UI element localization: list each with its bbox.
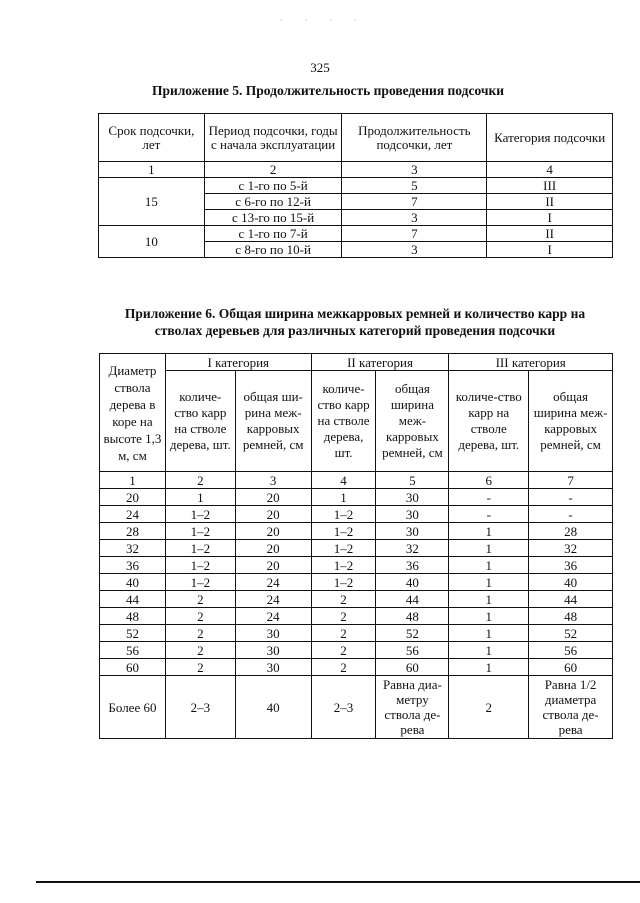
cat3-width-cell: 60 — [529, 659, 613, 676]
cat2-width-cell: 40 — [376, 574, 449, 591]
cat2-count-cell: 1 — [311, 489, 376, 506]
cat3-count-cell: 1 — [449, 625, 529, 642]
sub-header: общая ширина меж-карровых ремней, см — [529, 371, 613, 472]
cat1-width-cell: 40 — [235, 676, 311, 739]
cat3-width-cell: 28 — [529, 523, 613, 540]
period-cell: с 1-го по 7-й — [204, 226, 342, 242]
duration-cell: 3 — [342, 210, 487, 226]
cat2-width-cell: 56 — [376, 642, 449, 659]
table-header-row — [99, 114, 613, 162]
cat2-count-cell: 1–2 — [311, 557, 376, 574]
table-row — [100, 523, 613, 540]
cat1-count-cell: 1–2 — [165, 523, 235, 540]
cat2-count-cell: 2 — [311, 642, 376, 659]
cat3-width-cell: 52 — [529, 625, 613, 642]
cat3-count-cell: - — [449, 506, 529, 523]
table-row — [100, 659, 613, 676]
bottom-rule — [36, 881, 640, 883]
header-cell: Продолжительность подсочки, лет — [342, 114, 487, 162]
cat1-count-cell: 2 — [165, 608, 235, 625]
column-number: 7 — [529, 472, 613, 489]
sub-header-row — [100, 371, 613, 472]
diameter-cell: 28 — [100, 523, 166, 540]
category-cell: II — [487, 194, 613, 210]
cat3-count-cell: 2 — [449, 676, 529, 739]
category-header: II категория — [311, 354, 449, 371]
category-cell: III — [487, 178, 613, 194]
duration-cell: 7 — [342, 194, 487, 210]
column-number: 5 — [376, 472, 449, 489]
category-header-row — [100, 354, 613, 371]
table-row — [100, 574, 613, 591]
cat1-count-cell: 1–2 — [165, 557, 235, 574]
cat2-width-cell: 48 — [376, 608, 449, 625]
table-row — [100, 489, 613, 506]
cat3-width-cell: - — [529, 489, 613, 506]
diameter-cell: 32 — [100, 540, 166, 557]
cat3-count-cell: 1 — [449, 574, 529, 591]
cat3-width-cell: 32 — [529, 540, 613, 557]
appendix5-title: Приложение 5. Продолжительность проведения подсочки — [151, 83, 505, 98]
cat1-width-cell: 24 — [235, 591, 311, 608]
cat1-count-cell: 1–2 — [165, 506, 235, 523]
header-cell: Категория подсочки — [487, 114, 613, 162]
sub-header: общая ширина меж-карровых ремней, см — [376, 371, 449, 472]
sub-header: общая ши-рина меж-карровых ремней, см — [235, 371, 311, 472]
cat1-count-cell: 2 — [165, 591, 235, 608]
diameter-cell: 36 — [100, 557, 166, 574]
cat3-width-cell: 40 — [529, 574, 613, 591]
cat2-count-cell: 1–2 — [311, 506, 376, 523]
diameter-cell: 52 — [100, 625, 166, 642]
diameter-cell: 48 — [100, 608, 166, 625]
header-cell: Срок подсочки, лет — [99, 114, 205, 162]
table-row — [100, 625, 613, 642]
page-number: 325 — [310, 60, 330, 75]
cat2-width-cell: 30 — [376, 506, 449, 523]
category-cell: II — [487, 226, 613, 242]
cat3-count-cell: - — [449, 489, 529, 506]
sub-header: количе-ство карр на стволе дерева, шт. — [311, 371, 376, 472]
duration-cell: 3 — [342, 242, 487, 258]
cat1-width-cell: 30 — [235, 625, 311, 642]
duration-cell: 5 — [342, 178, 487, 194]
duration-cell: 7 — [342, 226, 487, 242]
cat1-count-cell: 2 — [165, 642, 235, 659]
cat1-width-cell: 24 — [235, 574, 311, 591]
scan-artifact: · · · · — [280, 16, 367, 25]
cat1-width-cell: 20 — [235, 506, 311, 523]
column-number: 2 — [204, 162, 342, 178]
cat2-width-cell: 30 — [376, 523, 449, 540]
sub-header: количе-ство карр на стволе дерева, шт. — [165, 371, 235, 472]
cat2-width-cell: 32 — [376, 540, 449, 557]
table-row — [100, 676, 613, 739]
table-row — [100, 608, 613, 625]
diameter-cell: 20 — [100, 489, 166, 506]
column-number: 3 — [342, 162, 487, 178]
period-cell: с 6-го по 12-й — [204, 194, 342, 210]
cat3-width-cell: 48 — [529, 608, 613, 625]
cat2-count-cell: 2–3 — [311, 676, 376, 739]
cat1-width-cell: 20 — [235, 523, 311, 540]
table-row — [100, 642, 613, 659]
term-cell: 10 — [99, 226, 205, 258]
period-cell: с 1-го по 5-й — [204, 178, 342, 194]
period-cell: с 8-го по 10-й — [204, 242, 342, 258]
appendix6-table-body — [100, 472, 613, 739]
column-number: 6 — [449, 472, 529, 489]
cat1-count-cell: 2 — [165, 659, 235, 676]
cat1-count-cell: 2–3 — [165, 676, 235, 739]
column-number: 1 — [100, 472, 166, 489]
cat3-count-cell: 1 — [449, 557, 529, 574]
cat2-width-cell: Равна диа-метру ствола де-рева — [376, 676, 449, 739]
cat1-width-cell: 24 — [235, 608, 311, 625]
cat2-count-cell: 2 — [311, 591, 376, 608]
cat2-count-cell: 2 — [311, 659, 376, 676]
category-cell: I — [487, 242, 613, 258]
table-row — [100, 540, 613, 557]
cat1-width-cell: 30 — [235, 642, 311, 659]
cat2-width-cell: 52 — [376, 625, 449, 642]
diameter-cell: 60 — [100, 659, 166, 676]
cat1-width-cell: 30 — [235, 659, 311, 676]
diameter-cell: 40 — [100, 574, 166, 591]
cat3-width-cell: Равна 1/2 диаметра ствола де-рева — [529, 676, 613, 739]
cat1-width-cell: 20 — [235, 489, 311, 506]
table-row — [100, 557, 613, 574]
cat1-count-cell: 2 — [165, 625, 235, 642]
cat3-width-cell: 36 — [529, 557, 613, 574]
category-header: III категория — [449, 354, 613, 371]
diameter-cell: Более 60 — [100, 676, 166, 739]
diameter-cell: 56 — [100, 642, 166, 659]
diameter-cell: 24 — [100, 506, 166, 523]
appendix6-table — [99, 353, 613, 739]
cat2-count-cell: 1–2 — [311, 540, 376, 557]
cat3-count-cell: 1 — [449, 523, 529, 540]
column-number: 2 — [165, 472, 235, 489]
cat2-count-cell: 2 — [311, 608, 376, 625]
header-cell: Период подсочки, годы с начала эксплуатации — [204, 114, 342, 162]
period-cell: с 13-го по 15-й — [204, 210, 342, 226]
cat1-width-cell: 20 — [235, 557, 311, 574]
cat2-count-cell: 1–2 — [311, 523, 376, 540]
table-row — [99, 226, 613, 242]
cat2-width-cell: 60 — [376, 659, 449, 676]
cat3-count-cell: 1 — [449, 540, 529, 557]
appendix5-table — [98, 113, 613, 258]
table-row — [100, 591, 613, 608]
cat1-count-cell: 1–2 — [165, 540, 235, 557]
column-number: 4 — [311, 472, 376, 489]
cat1-count-cell: 1 — [165, 489, 235, 506]
cat3-width-cell: 44 — [529, 591, 613, 608]
column-number-row — [100, 472, 613, 489]
cat3-count-cell: 1 — [449, 608, 529, 625]
cat3-width-cell: 56 — [529, 642, 613, 659]
cat3-count-cell: 1 — [449, 591, 529, 608]
cat2-width-cell: 44 — [376, 591, 449, 608]
cat1-count-cell: 1–2 — [165, 574, 235, 591]
category-cell: I — [487, 210, 613, 226]
category-header: I категория — [165, 354, 311, 371]
appendix6-title: Приложение 6. Общая ширина межкарровых ремней и количество карр на стволах деревьев для различных категорий проведения подсочки — [124, 306, 586, 338]
cat3-count-cell: 1 — [449, 659, 529, 676]
sub-header: количе-ство карр на стволе дерева, шт. — [449, 371, 529, 472]
column-number: 3 — [235, 472, 311, 489]
table-row — [100, 506, 613, 523]
diameter-cell: 44 — [100, 591, 166, 608]
cat1-width-cell: 20 — [235, 540, 311, 557]
column-number: 1 — [99, 162, 205, 178]
table-row — [99, 178, 613, 194]
cat2-width-cell: 36 — [376, 557, 449, 574]
cat3-width-cell: - — [529, 506, 613, 523]
term-cell: 15 — [99, 178, 205, 226]
cat2-count-cell: 2 — [311, 625, 376, 642]
cat2-width-cell: 30 — [376, 489, 449, 506]
cat3-count-cell: 1 — [449, 642, 529, 659]
diameter-header: Диаметр ствола дерева в коре на высоте 1,3 м, см — [100, 354, 166, 472]
cat2-count-cell: 1–2 — [311, 574, 376, 591]
column-number-row — [99, 162, 613, 178]
column-number: 4 — [487, 162, 613, 178]
